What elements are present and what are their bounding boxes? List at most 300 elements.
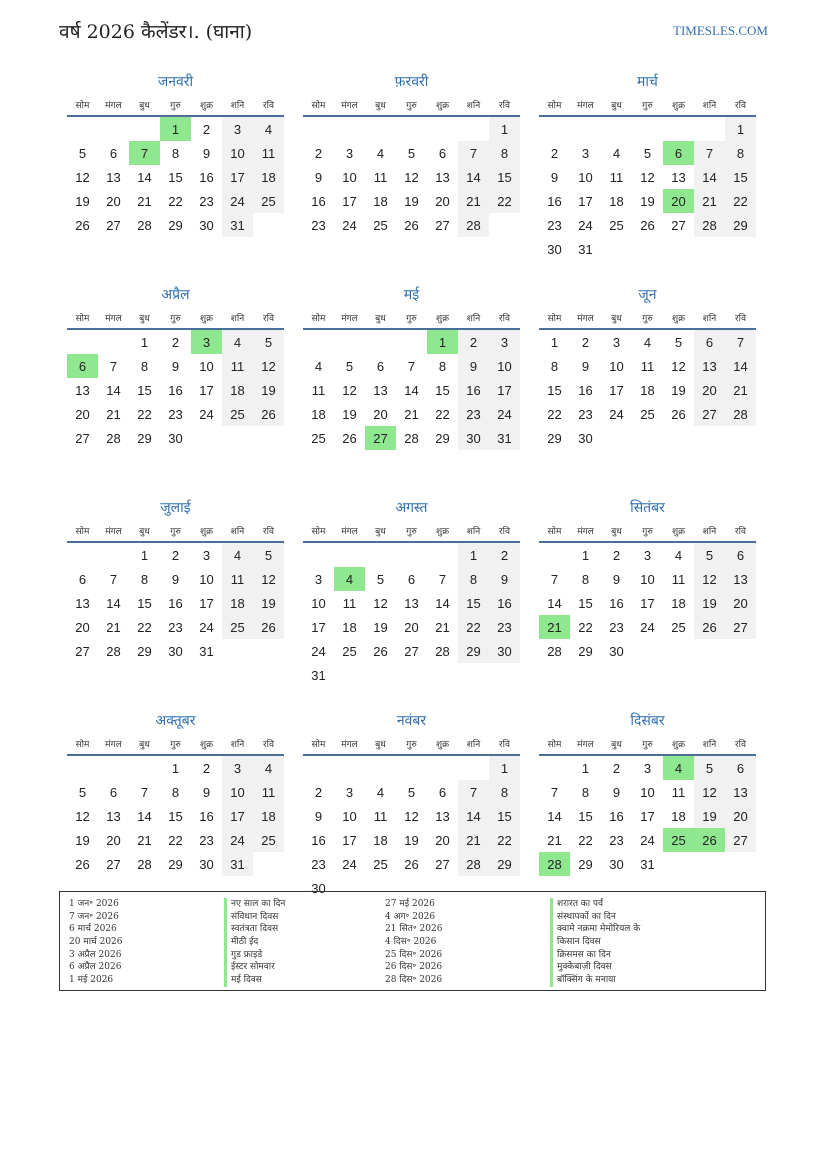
day-cell: 13	[106, 808, 121, 824]
day-cell: 26	[694, 828, 725, 852]
empty-cell	[98, 116, 129, 141]
empty-cell	[396, 663, 427, 687]
day-cell: 18	[342, 619, 357, 635]
day-cell: 24	[640, 619, 655, 635]
day-cell: 10	[342, 808, 357, 824]
day-cell: 9	[489, 567, 520, 591]
day-cell: 3	[612, 334, 621, 350]
day-cell: 12	[253, 354, 284, 378]
day-cell: 10	[489, 354, 520, 378]
day-cell: 11	[640, 358, 655, 374]
day-cell: 28	[106, 430, 121, 446]
weekday-header: शनि	[458, 520, 489, 542]
empty-cell	[663, 237, 694, 261]
day-cell: 15	[458, 591, 489, 615]
day-cell: 5	[407, 145, 416, 161]
day-cell: 23	[547, 217, 562, 233]
empty-cell	[396, 755, 427, 780]
weekday-header: बुध	[601, 733, 632, 755]
day-cell: 2	[202, 760, 211, 776]
day-cell: 11	[222, 354, 253, 378]
month-table	[539, 307, 756, 450]
empty-cell	[601, 426, 632, 450]
holiday-name: क्रिसमस का दिन	[550, 949, 750, 962]
day-cell: 22	[137, 619, 152, 635]
day-cell: 17	[222, 165, 253, 189]
day-cell: 18	[671, 595, 686, 611]
day-cell: 24	[199, 406, 214, 422]
day-cell: 8	[171, 784, 180, 800]
weekday-header: मंगल	[570, 733, 601, 755]
day-cell: 19	[694, 591, 725, 615]
weekday-header: मंगल	[334, 94, 365, 116]
day-cell: 11	[373, 169, 388, 185]
day-cell: 16	[578, 382, 593, 398]
weekday-header: मंगल	[98, 520, 129, 542]
day-cell: 2	[202, 121, 211, 137]
day-cell: 23	[199, 193, 214, 209]
day-cell: 20	[435, 193, 450, 209]
day-cell: 9	[314, 808, 323, 824]
empty-cell	[365, 542, 396, 567]
day-cell: 29	[168, 217, 183, 233]
day-cell: 29	[725, 213, 756, 237]
holiday-list	[59, 891, 766, 991]
day-cell: 26	[694, 615, 725, 639]
day-cell: 19	[404, 832, 419, 848]
empty-cell	[303, 542, 334, 567]
weekday-header: गुरु	[632, 733, 663, 755]
day-cell: 2	[550, 145, 559, 161]
day-cell: 12	[671, 358, 686, 374]
day-cell: 19	[694, 804, 725, 828]
day-cell: 4	[612, 145, 621, 161]
holiday-name: किसान दिवस	[550, 936, 750, 949]
day-cell: 7	[550, 571, 559, 587]
day-cell: 16	[609, 595, 624, 611]
day-cell: 25	[373, 217, 388, 233]
holiday-date: 7 जन॰ 2026	[69, 911, 119, 922]
month-calendar	[303, 72, 520, 285]
empty-cell	[67, 755, 98, 780]
day-cell: 1	[581, 760, 590, 776]
month-name: मई	[403, 287, 420, 303]
site-link[interactable]: TIMESLES.COM	[673, 23, 768, 38]
day-cell: 28	[458, 852, 489, 876]
empty-cell	[98, 542, 129, 567]
day-cell: 14	[106, 595, 121, 611]
day-cell: 12	[75, 169, 90, 185]
month-table	[67, 307, 284, 450]
day-cell: 28	[694, 213, 725, 237]
weekday-header: रवि	[253, 520, 284, 542]
holiday-name: शरारत का पर्व	[550, 898, 750, 911]
holiday-dates-col-2	[385, 898, 550, 990]
empty-cell	[365, 116, 396, 141]
day-cell: 12	[253, 567, 284, 591]
day-cell: 22	[547, 406, 562, 422]
empty-cell	[427, 755, 458, 780]
weekday-header: रवि	[489, 307, 520, 329]
day-cell: 10	[222, 141, 253, 165]
holiday-date: 20 मार्च 2026	[69, 937, 123, 948]
day-cell: 20	[75, 619, 90, 635]
day-cell: 27	[75, 430, 90, 446]
day-cell: 21	[458, 189, 489, 213]
empty-cell	[539, 116, 570, 141]
calendar-grid	[67, 72, 756, 924]
day-cell: 16	[199, 808, 214, 824]
day-cell: 23	[168, 406, 183, 422]
day-cell: 9	[612, 571, 621, 587]
weekday-header: शुक्र	[191, 733, 222, 755]
day-cell: 10	[640, 784, 655, 800]
day-cell: 25	[640, 406, 655, 422]
empty-cell	[601, 237, 632, 261]
day-cell: 4	[376, 145, 385, 161]
day-cell: 14	[106, 382, 121, 398]
weekday-header: शनि	[222, 94, 253, 116]
day-cell: 23	[609, 619, 624, 635]
day-cell: 18	[609, 193, 624, 209]
day-cell: 21	[435, 619, 450, 635]
day-cell: 13	[725, 780, 756, 804]
day-cell: 21	[458, 828, 489, 852]
holiday-date: 3 अप्रैल 2026	[69, 949, 122, 960]
day-cell: 6	[725, 755, 756, 780]
day-cell: 30	[199, 856, 214, 872]
day-cell: 17	[222, 804, 253, 828]
weekday-header: गुरु	[632, 307, 663, 329]
month-calendar	[67, 72, 284, 285]
weekday-header: शुक्र	[663, 733, 694, 755]
day-cell: 9	[612, 784, 621, 800]
empty-cell	[539, 542, 570, 567]
day-cell: 18	[373, 832, 388, 848]
day-cell: 23	[168, 619, 183, 635]
day-cell: 17	[342, 193, 357, 209]
day-cell: 20	[106, 832, 121, 848]
month-table	[67, 520, 284, 663]
weekday-header: मंगल	[570, 94, 601, 116]
empty-cell	[725, 237, 756, 261]
weekday-header: शनि	[222, 307, 253, 329]
day-cell: 26	[671, 406, 686, 422]
day-cell: 30	[168, 643, 183, 659]
month-calendar	[539, 72, 756, 285]
day-cell: 8	[140, 571, 149, 587]
day-cell: 10	[342, 169, 357, 185]
day-cell: 4	[663, 755, 694, 780]
day-cell: 20	[435, 832, 450, 848]
day-cell: 21	[725, 378, 756, 402]
day-cell: 12	[75, 808, 90, 824]
weekday-header: बुध	[365, 733, 396, 755]
day-cell: 18	[253, 804, 284, 828]
weekday-header: मंगल	[98, 307, 129, 329]
day-cell: 28	[539, 852, 570, 876]
day-cell: 3	[643, 760, 652, 776]
day-cell: 15	[578, 808, 593, 824]
holiday-name: मई दिवस	[224, 974, 385, 987]
day-cell: 24	[222, 189, 253, 213]
day-cell: 3	[489, 329, 520, 354]
month-table	[303, 307, 520, 450]
day-cell: 21	[547, 832, 562, 848]
holiday-dates-col-1	[69, 898, 224, 990]
empty-cell	[458, 755, 489, 780]
day-cell: 21	[404, 406, 419, 422]
day-cell: 11	[671, 571, 686, 587]
day-cell: 31	[578, 241, 593, 257]
day-cell: 27	[694, 402, 725, 426]
month-calendar	[67, 285, 284, 498]
day-cell: 7	[725, 329, 756, 354]
day-cell: 4	[253, 116, 284, 141]
day-cell: 12	[342, 382, 357, 398]
day-cell: 30	[199, 217, 214, 233]
day-cell: 29	[578, 856, 593, 872]
day-cell: 22	[168, 832, 183, 848]
day-cell: 14	[435, 595, 450, 611]
day-cell: 31	[489, 426, 520, 450]
empty-cell	[694, 426, 725, 450]
day-cell: 15	[137, 382, 152, 398]
day-cell: 25	[222, 402, 253, 426]
empty-cell	[129, 116, 160, 141]
day-cell: 28	[106, 643, 121, 659]
day-cell: 12	[694, 780, 725, 804]
day-cell: 31	[222, 852, 253, 876]
holiday-name: गुड फ्राइडे	[224, 949, 385, 962]
day-cell: 19	[342, 406, 357, 422]
day-cell: 18	[222, 591, 253, 615]
month-name: सितंबर	[630, 500, 665, 516]
day-cell: 1	[489, 116, 520, 141]
empty-cell	[253, 639, 284, 663]
day-cell: 4	[334, 567, 365, 591]
day-cell: 17	[489, 378, 520, 402]
holiday-date: 6 मार्च 2026	[69, 924, 117, 935]
weekday-header: गुरु	[396, 733, 427, 755]
weekday-header: रवि	[489, 733, 520, 755]
empty-cell	[663, 426, 694, 450]
day-cell: 13	[671, 169, 686, 185]
day-cell: 9	[581, 358, 590, 374]
empty-cell	[129, 755, 160, 780]
day-cell: 17	[342, 832, 357, 848]
empty-cell	[694, 237, 725, 261]
month-table	[67, 733, 284, 876]
empty-cell	[570, 116, 601, 141]
month-calendar	[539, 285, 756, 498]
day-cell: 13	[75, 595, 90, 611]
day-cell: 9	[171, 358, 180, 374]
day-cell: 26	[75, 856, 90, 872]
day-cell: 26	[253, 615, 284, 639]
empty-cell	[489, 663, 520, 687]
day-cell: 28	[458, 213, 489, 237]
day-cell: 3	[202, 547, 211, 563]
day-cell: 3	[643, 547, 652, 563]
day-cell: 26	[253, 402, 284, 426]
day-cell: 2	[314, 784, 323, 800]
weekday-header: रवि	[725, 733, 756, 755]
weekday-header: शनि	[694, 520, 725, 542]
day-cell: 19	[671, 382, 686, 398]
day-cell: 25	[609, 217, 624, 233]
month-table	[67, 94, 284, 237]
weekday-header: शुक्र	[663, 520, 694, 542]
empty-cell	[632, 426, 663, 450]
weekday-header: गुरु	[396, 94, 427, 116]
empty-cell	[334, 663, 365, 687]
day-cell: 30	[311, 880, 326, 896]
day-cell: 2	[171, 547, 180, 563]
day-cell: 20	[404, 619, 419, 635]
empty-cell	[67, 542, 98, 567]
day-cell: 19	[373, 619, 388, 635]
day-cell: 30	[609, 856, 624, 872]
empty-cell	[365, 663, 396, 687]
day-cell: 14	[404, 382, 419, 398]
day-cell: 22	[137, 406, 152, 422]
holiday-name: क्वामे नक्रमा मेमोरियल के	[550, 923, 750, 936]
day-cell: 16	[311, 193, 326, 209]
day-cell: 13	[404, 595, 419, 611]
day-cell: 11	[342, 595, 357, 611]
day-cell: 9	[458, 354, 489, 378]
month-name: दिसंबर	[630, 713, 665, 729]
day-cell: 11	[311, 382, 326, 398]
day-cell: 6	[376, 358, 385, 374]
day-cell: 13	[725, 567, 756, 591]
day-cell: 24	[489, 402, 520, 426]
day-cell: 25	[663, 828, 694, 852]
day-cell: 28	[725, 402, 756, 426]
day-cell: 28	[547, 643, 562, 659]
day-cell: 3	[314, 571, 323, 587]
weekday-header: सोम	[67, 94, 98, 116]
day-cell: 11	[609, 169, 624, 185]
day-cell: 14	[694, 165, 725, 189]
day-cell: 26	[342, 430, 357, 446]
day-cell: 13	[694, 354, 725, 378]
day-cell: 19	[75, 193, 90, 209]
day-cell: 15	[489, 804, 520, 828]
weekday-header: शुक्र	[191, 520, 222, 542]
day-cell: 7	[129, 141, 160, 165]
holiday-date: 4 अग॰ 2026	[385, 911, 436, 922]
weekday-header: बुध	[129, 94, 160, 116]
month-table	[539, 520, 756, 663]
day-cell: 23	[458, 402, 489, 426]
holiday-date: 6 अप्रैल 2026	[69, 962, 122, 973]
day-cell: 28	[137, 856, 152, 872]
weekday-header: रवि	[253, 94, 284, 116]
day-cell: 22	[168, 193, 183, 209]
empty-cell	[98, 755, 129, 780]
day-cell: 11	[253, 780, 284, 804]
day-cell: 25	[373, 856, 388, 872]
weekday-header: बुध	[601, 94, 632, 116]
weekday-header: शुक्र	[191, 307, 222, 329]
empty-cell	[663, 852, 694, 876]
weekday-header: मंगल	[334, 520, 365, 542]
weekday-header: मंगल	[570, 307, 601, 329]
day-cell: 7	[438, 571, 447, 587]
empty-cell	[222, 426, 253, 450]
empty-cell	[303, 329, 334, 354]
holiday-name: स्वतंत्रता दिवस	[224, 923, 385, 936]
empty-cell	[489, 213, 520, 237]
day-cell: 5	[345, 358, 354, 374]
empty-cell	[694, 639, 725, 663]
day-cell: 14	[547, 595, 562, 611]
day-cell: 16	[547, 193, 562, 209]
weekday-header: रवि	[725, 520, 756, 542]
day-cell: 8	[458, 567, 489, 591]
day-cell: 13	[75, 382, 90, 398]
day-cell: 25	[342, 643, 357, 659]
day-cell: 22	[578, 832, 593, 848]
empty-cell	[67, 329, 98, 354]
day-cell: 20	[694, 378, 725, 402]
day-cell: 16	[489, 591, 520, 615]
day-cell: 13	[435, 808, 450, 824]
day-cell: 11	[253, 141, 284, 165]
day-cell: 27	[435, 217, 450, 233]
empty-cell	[539, 755, 570, 780]
day-cell: 8	[550, 358, 559, 374]
day-cell: 2	[171, 334, 180, 350]
empty-cell	[253, 213, 284, 237]
empty-cell	[303, 755, 334, 780]
day-cell: 31	[199, 643, 214, 659]
day-cell: 16	[168, 595, 183, 611]
day-cell: 27	[671, 217, 686, 233]
day-cell: 17	[578, 193, 593, 209]
day-cell: 25	[222, 615, 253, 639]
month-name: जनवरी	[157, 74, 194, 90]
day-cell: 21	[539, 615, 570, 639]
day-cell: 26	[404, 217, 419, 233]
holiday-name: मुक्केबाज़ी दिवस	[550, 961, 750, 974]
day-cell: 9	[550, 169, 559, 185]
day-cell: 27	[725, 615, 756, 639]
day-cell: 15	[137, 595, 152, 611]
day-cell: 2	[612, 760, 621, 776]
day-cell: 16	[168, 382, 183, 398]
day-cell: 20	[75, 406, 90, 422]
month-name: जून	[638, 287, 657, 303]
day-cell: 3	[581, 145, 590, 161]
day-cell: 29	[168, 856, 183, 872]
day-cell: 5	[78, 784, 87, 800]
holiday-date: 1 मई 2026	[69, 975, 114, 986]
day-cell: 22	[578, 619, 593, 635]
day-cell: 9	[171, 571, 180, 587]
weekday-header: रवि	[489, 520, 520, 542]
day-cell: 25	[311, 430, 326, 446]
day-cell: 24	[640, 832, 655, 848]
day-cell: 28	[137, 217, 152, 233]
month-calendar	[539, 498, 756, 711]
day-cell: 3	[222, 755, 253, 780]
day-cell: 13	[106, 169, 121, 185]
day-cell: 24	[311, 643, 326, 659]
day-cell: 5	[694, 755, 725, 780]
